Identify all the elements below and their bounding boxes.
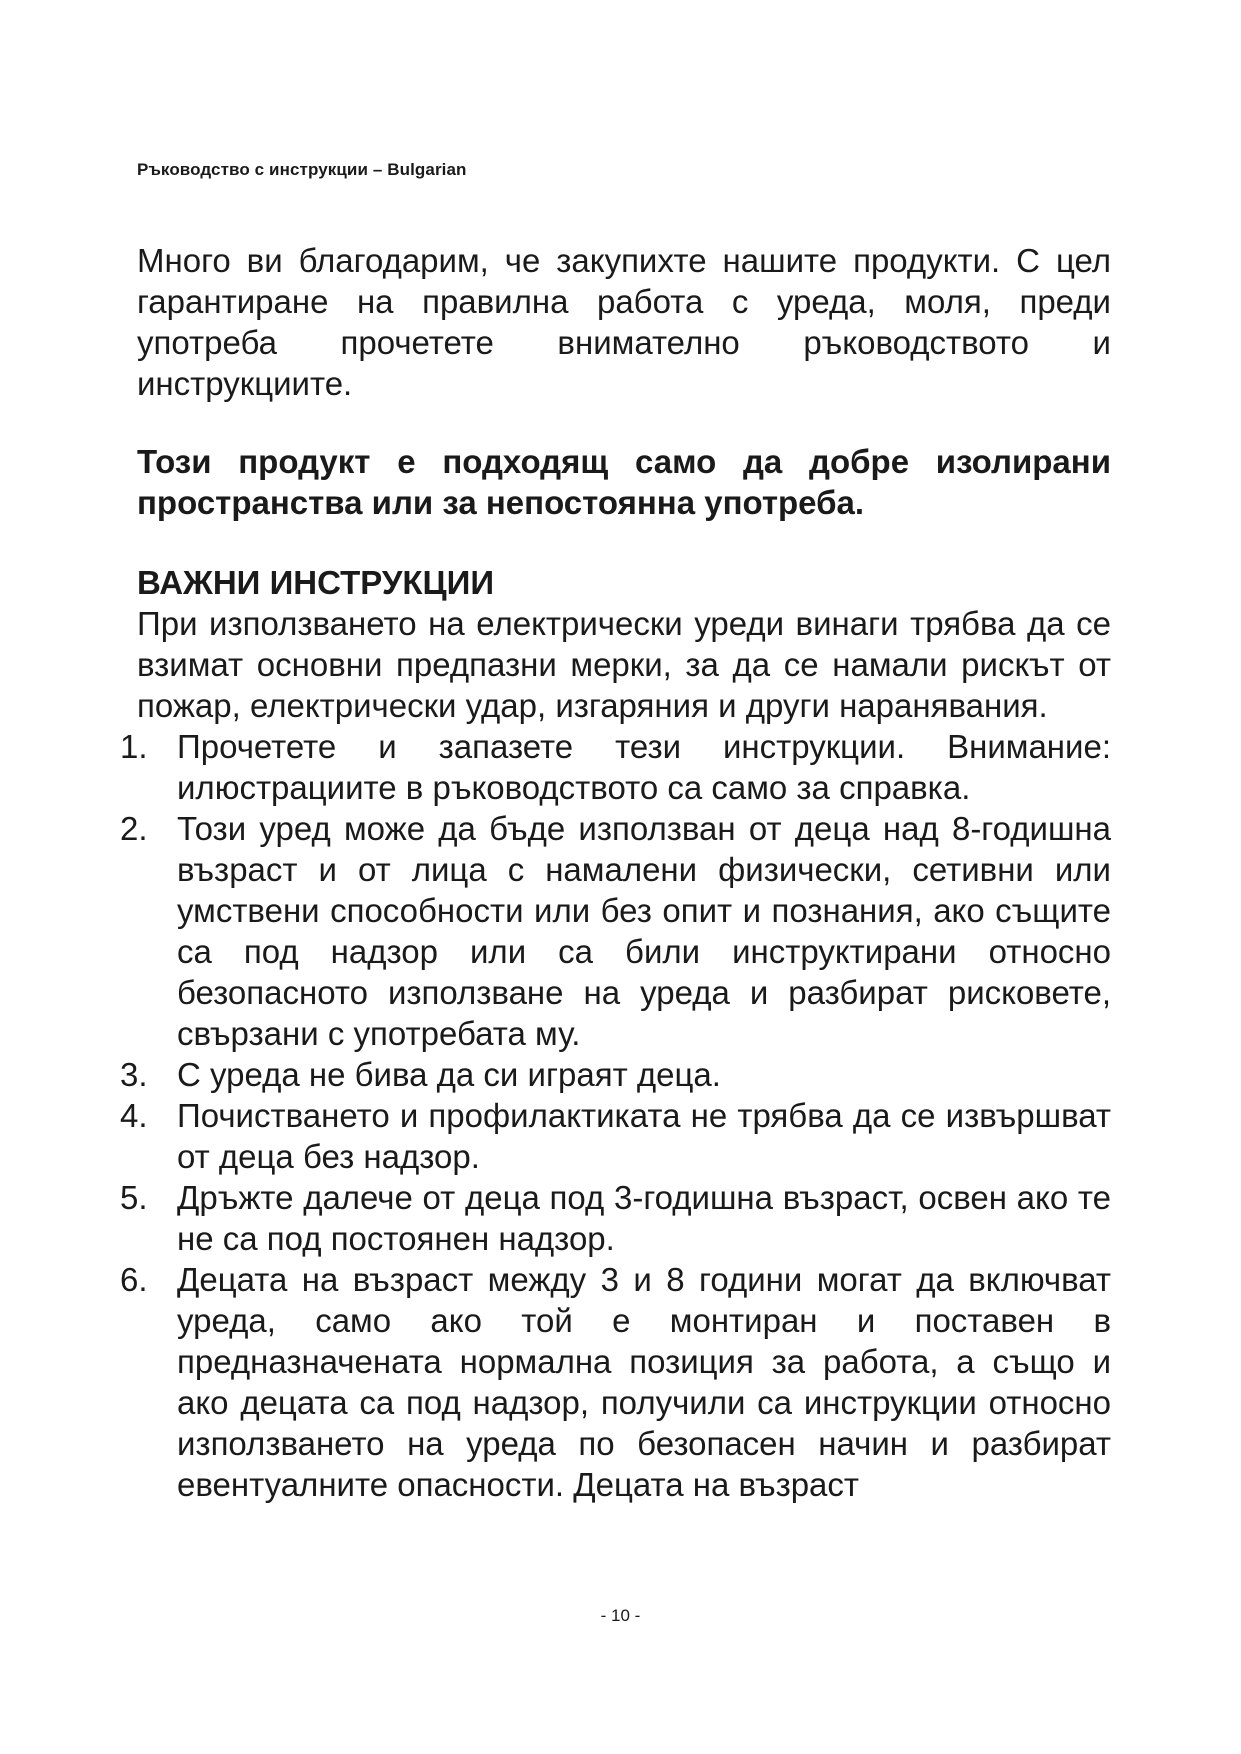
item-number: 5.: [120, 1179, 148, 1216]
notice-paragraph: Този продукт е подходящ само да добре изолирани пространства или за непостоянна употреба.: [137, 443, 1111, 521]
item-text: Почистването и профилактиката не трябва да се извършват от деца без надзор.: [177, 1097, 1111, 1175]
item-text: Децата на възраст между 3 и 8 години могат да включват уреда, само ако той е монтиран и поставен в предназначената нормална позиция за работа, а също и ако децата са под надзор, получили са инструкции относно използването на уреда по безопасен начин и разбират евентуалните опасности. Децата на възраст: [177, 1261, 1111, 1503]
item-text: Този уред може да бъде използван от деца над 8-годишна възраст и от лица с намалени физически, сетивни или умствени способности или без опит и познания, ако същите са под надзор или са били инструктирани относно безопасното използване на уреда и разбират рисковете, свързани с употребата му.: [177, 810, 1111, 1052]
list-item: [120, 726, 1111, 808]
intro-paragraph: Много ви благодарим, че закупихте нашите продукти. С цел гарантиране на правилна работа с уреда, моля, преди употреба прочетете внимателно ръководството и инструкциите.: [137, 242, 1111, 402]
instruction-list: [120, 726, 1111, 1505]
page-number: - 10 -: [600, 1606, 641, 1625]
list-item: [120, 1054, 1111, 1095]
item-number: 1.: [120, 728, 148, 765]
item-text: Дръжте далече от деца под 3-годишна възраст, освен ако те не са под постоянен надзор.: [177, 1179, 1111, 1257]
item-number: 6.: [120, 1261, 148, 1298]
section-lead: При използването на електрически уреди винаги трябва да се взимат основни предпазни мерки, за да се намали рискът от пожар, електрически удар, изгаряния и други наранявания.: [137, 605, 1111, 724]
item-text: Прочетете и запазете тези инструкции. Внимание: илюстрациите в ръководството са само за справка.: [177, 728, 1111, 806]
item-text: С уреда не бива да си играят деца.: [177, 1056, 721, 1093]
item-number: 3.: [120, 1056, 148, 1093]
section-heading: ВАЖНИ ИНСТРУКЦИИ: [137, 564, 495, 601]
item-number: 2.: [120, 810, 148, 847]
list-item: [120, 1177, 1111, 1259]
document-body: [120, 240, 1111, 1505]
list-item: [120, 1259, 1111, 1505]
page-header: Ръководство с инструкции – Bulgarian: [137, 160, 467, 179]
list-item: [120, 1095, 1111, 1177]
item-number: 4.: [120, 1097, 148, 1134]
list-item: [120, 808, 1111, 1054]
